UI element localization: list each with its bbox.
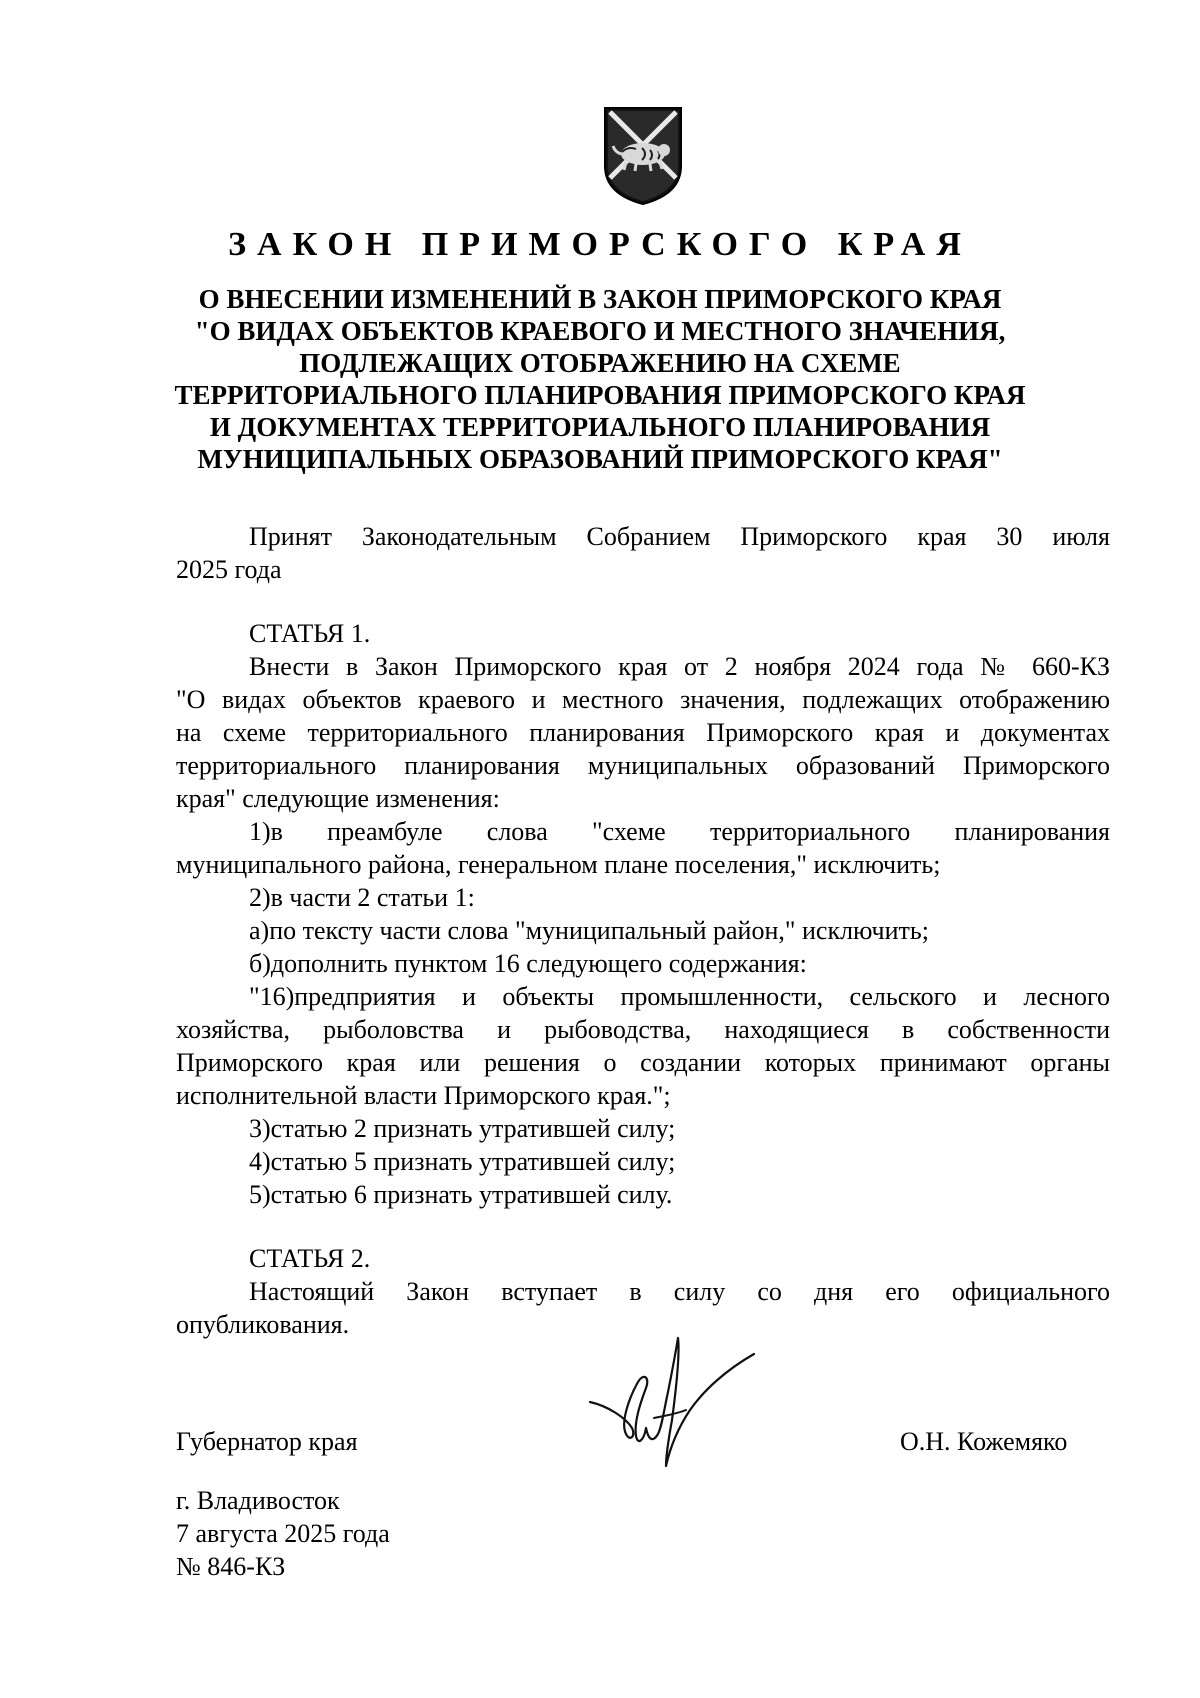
signatory-name: О.Н. Кожемяко (900, 1427, 1068, 1456)
title-line: "О ВИДАХ ОБЪЕКТОВ КРАЕВОГО И МЕСТНОГО ЗНАЧЕНИЯ, (194, 316, 1006, 346)
item-2: 2)в части 2 статьи 1: (249, 883, 475, 912)
item-2b: б)дополнить пунктом 16 следующего содержания: (249, 949, 807, 978)
law-number: № 846-КЗ (176, 1552, 286, 1581)
article-1-heading: СТАТЬЯ 1. (249, 619, 371, 648)
issue-city: г. Владивосток (176, 1486, 340, 1515)
title-line: МУНИЦИПАЛЬНЫХ ОБРАЗОВАНИЙ ПРИМОРСКОГО КРАЯ" (197, 444, 1003, 474)
item-1-line: 1)в преамбуле слова "схеме территориального планирования (249, 817, 1110, 846)
issue-date: 7 августа 2025 года (176, 1519, 390, 1548)
article-1-text-line: края" следующие изменения: (176, 784, 500, 813)
handwritten-signature (586, 1330, 776, 1470)
article-1-text-line: "О видах объектов краевого и местного значения, подлежащих отображению (176, 685, 1110, 714)
article-1-text-line: на схеме территориального планирования Приморского края и документах (176, 718, 1110, 747)
item-16-line: исполнительной власти Приморского края."; (176, 1081, 671, 1110)
article-2-text-line: Настоящий Закон вступает в силу со дня его официального (249, 1277, 1110, 1306)
title-line: И ДОКУМЕНТАХ ТЕРРИТОРИАЛЬНОГО ПЛАНИРОВАНИЯ (209, 412, 991, 442)
coat-of-arms-emblem (602, 106, 684, 206)
item-4: 4)статью 5 признать утратившей силу; (249, 1147, 676, 1176)
title-line: О ВНЕСЕНИИ ИЗМЕНЕНИЙ В ЗАКОН ПРИМОРСКОГО КРАЯ (198, 284, 1002, 314)
item-1-line: муниципального района, генеральном плане поселения," исключить; (176, 850, 941, 879)
signatory-role: Губернатор края (176, 1427, 358, 1456)
item-5: 5)статью 6 признать утратившей силу. (249, 1180, 673, 1209)
article-1-text-line: территориального планирования муниципальных образований Приморского (176, 751, 1110, 780)
article-2-text-line: опубликования. (176, 1310, 350, 1339)
issue-details (176, 1484, 390, 1583)
article-1-text-line: Внести в Закон Приморского края от 2 ноября 2024 года № 660-КЗ (249, 652, 1110, 681)
title-line: ТЕРРИТОРИАЛЬНОГО ПЛАНИРОВАНИЯ ПРИМОРСКОГО КРАЯ (174, 380, 1026, 410)
item-3: 3)статью 2 признать утратившей силу; (249, 1114, 676, 1143)
item-16-line: Приморского края или решения о создании которых принимают органы (176, 1048, 1110, 1077)
item-16-line: "16)предприятия и объекты промышленности, сельского и лесного (249, 982, 1110, 1011)
title-line: ПОДЛЕЖАЩИХ ОТОБРАЖЕНИЮ НА СХЕМЕ (299, 348, 901, 378)
document-type: ЗАКОН ПРИМОРСКОГО КРАЯ (228, 226, 972, 263)
adoption-line: Принят Законодательным Собранием Приморского края 30 июля (249, 522, 1110, 551)
item-16-line: хозяйства, рыболовства и рыбоводства, находящиеся в собственности (176, 1015, 1110, 1044)
article-2-heading: СТАТЬЯ 2. (249, 1244, 371, 1273)
adoption-line: 2025 года (176, 555, 282, 584)
item-2a: а)по тексту части слова "муниципальный район," исключить; (249, 916, 929, 945)
law-title (150, 283, 1050, 475)
